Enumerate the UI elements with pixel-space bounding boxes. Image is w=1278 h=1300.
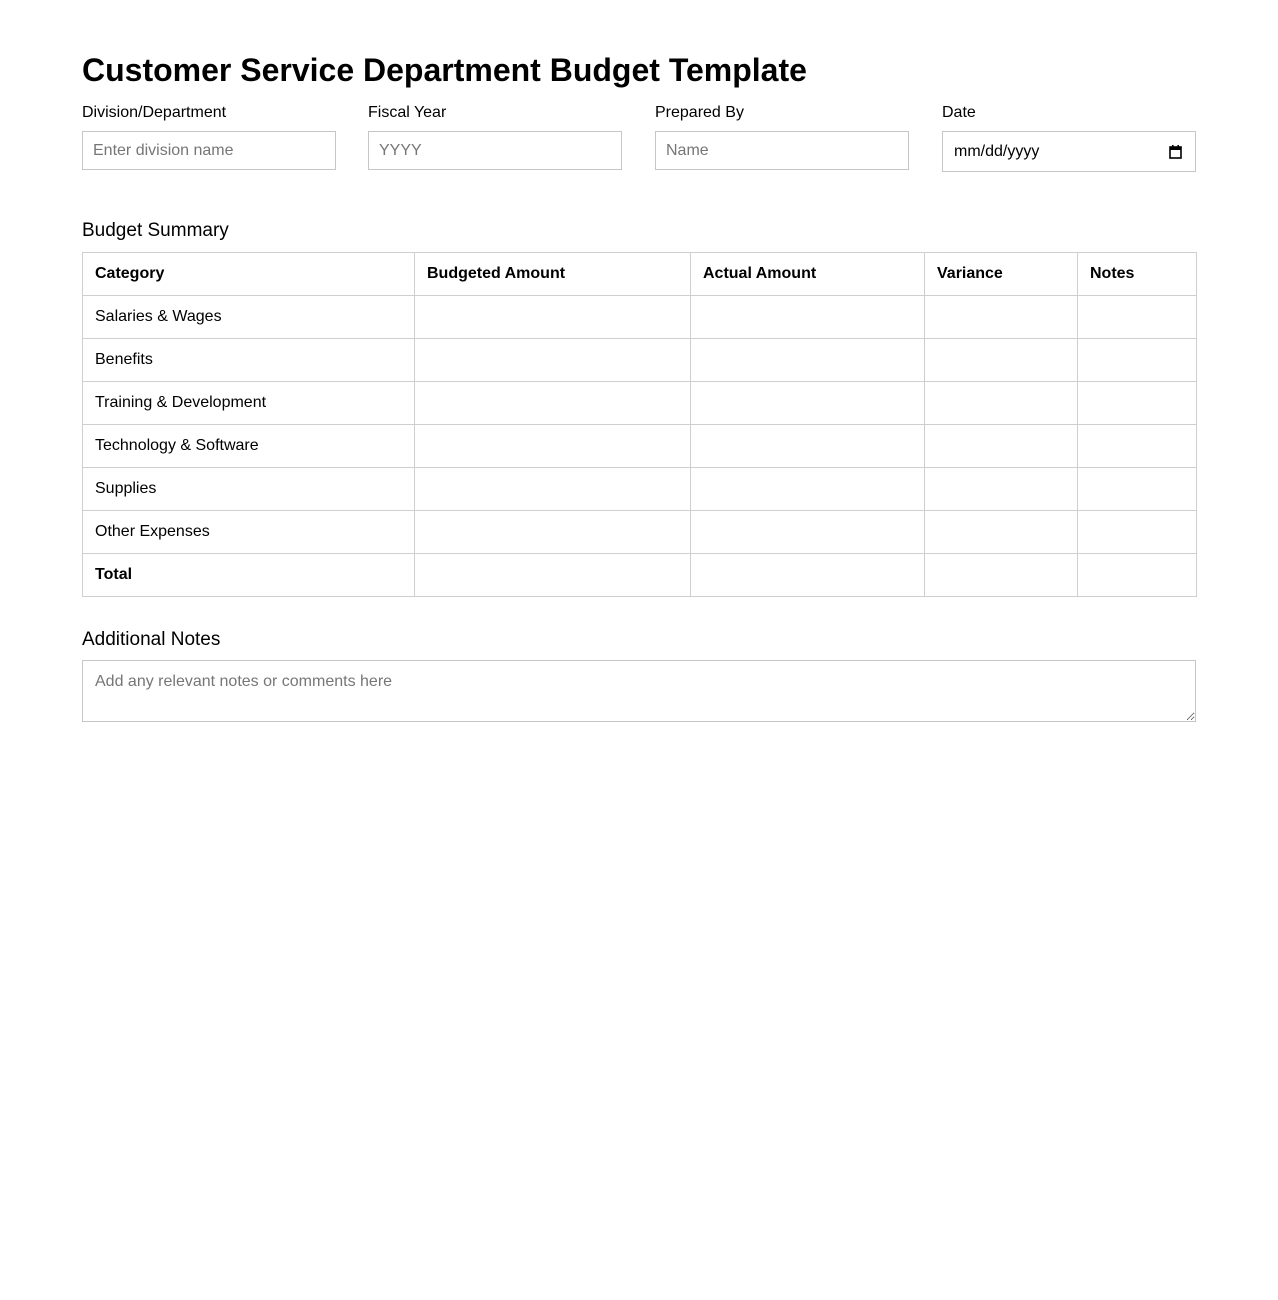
table-row — [83, 339, 1197, 382]
column-header-variance: Variance — [925, 253, 1078, 296]
page-title: Customer Service Department Budget Template — [82, 52, 807, 88]
budgeted-cell[interactable] — [415, 511, 691, 554]
total-variance-cell[interactable] — [925, 554, 1078, 597]
budgeted-cell[interactable] — [415, 296, 691, 339]
prepared-by-input[interactable] — [655, 131, 909, 170]
budgeted-cell[interactable] — [415, 382, 691, 425]
table-row — [83, 382, 1197, 425]
additional-notes-heading: Additional Notes — [82, 629, 221, 650]
additional-notes-textarea[interactable] — [82, 660, 1196, 722]
notes-cell[interactable] — [1078, 468, 1197, 511]
category-cell: Other Expenses — [83, 511, 415, 554]
date-label: Date — [942, 104, 976, 121]
column-header-actual-amount: Actual Amount — [691, 253, 925, 296]
notes-cell[interactable] — [1078, 511, 1197, 554]
actual-cell[interactable] — [691, 511, 925, 554]
variance-cell[interactable] — [925, 468, 1078, 511]
calendar-icon[interactable] — [1169, 145, 1182, 159]
actual-cell[interactable] — [691, 382, 925, 425]
division-input[interactable] — [82, 131, 336, 170]
category-cell: Training & Development — [83, 382, 415, 425]
variance-cell[interactable] — [925, 339, 1078, 382]
division-label: Division/Department — [82, 104, 227, 121]
table-row — [83, 468, 1197, 511]
notes-cell[interactable] — [1078, 296, 1197, 339]
fiscal-year-label: Fiscal Year — [368, 104, 447, 121]
total-notes-cell[interactable] — [1078, 554, 1197, 597]
budgeted-cell[interactable] — [415, 425, 691, 468]
date-field — [942, 103, 1196, 160]
notes-cell[interactable] — [1078, 382, 1197, 425]
variance-cell[interactable] — [925, 425, 1078, 468]
variance-cell[interactable] — [925, 296, 1078, 339]
column-header-notes: Notes — [1078, 253, 1197, 296]
category-cell: Supplies — [83, 468, 415, 511]
prepared-by-field — [655, 103, 909, 123]
total-actual-cell[interactable] — [691, 554, 925, 597]
column-header-category: Category — [83, 253, 415, 296]
budgeted-cell[interactable] — [415, 339, 691, 382]
column-header-budgeted-amount: Budgeted Amount — [415, 253, 691, 296]
total-budgeted-cell[interactable] — [415, 554, 691, 597]
table-row — [83, 425, 1197, 468]
actual-cell[interactable] — [691, 339, 925, 382]
fiscal-year-input[interactable] — [368, 131, 622, 170]
notes-cell[interactable] — [1078, 339, 1197, 382]
table-row — [83, 296, 1197, 339]
table-header-row — [83, 253, 1197, 296]
category-cell: Benefits — [83, 339, 415, 382]
variance-cell[interactable] — [925, 511, 1078, 554]
total-row — [83, 554, 1197, 597]
date-input[interactable] — [942, 131, 1196, 172]
table-row — [83, 511, 1197, 554]
header-fields — [82, 103, 1196, 173]
budget-summary-heading: Budget Summary — [82, 220, 229, 241]
budgeted-cell[interactable] — [415, 468, 691, 511]
actual-cell[interactable] — [691, 425, 925, 468]
prepared-by-label: Prepared By — [655, 104, 744, 121]
budget-summary-table — [82, 252, 1197, 597]
fiscal-year-field — [368, 103, 622, 123]
category-cell: Salaries & Wages — [83, 296, 415, 339]
actual-cell[interactable] — [691, 296, 925, 339]
variance-cell[interactable] — [925, 382, 1078, 425]
date-placeholder: mm/dd/yyyy — [954, 143, 1040, 160]
total-label: Total — [83, 554, 415, 597]
division-field — [82, 103, 336, 123]
actual-cell[interactable] — [691, 468, 925, 511]
notes-cell[interactable] — [1078, 425, 1197, 468]
category-cell: Technology & Software — [83, 425, 415, 468]
